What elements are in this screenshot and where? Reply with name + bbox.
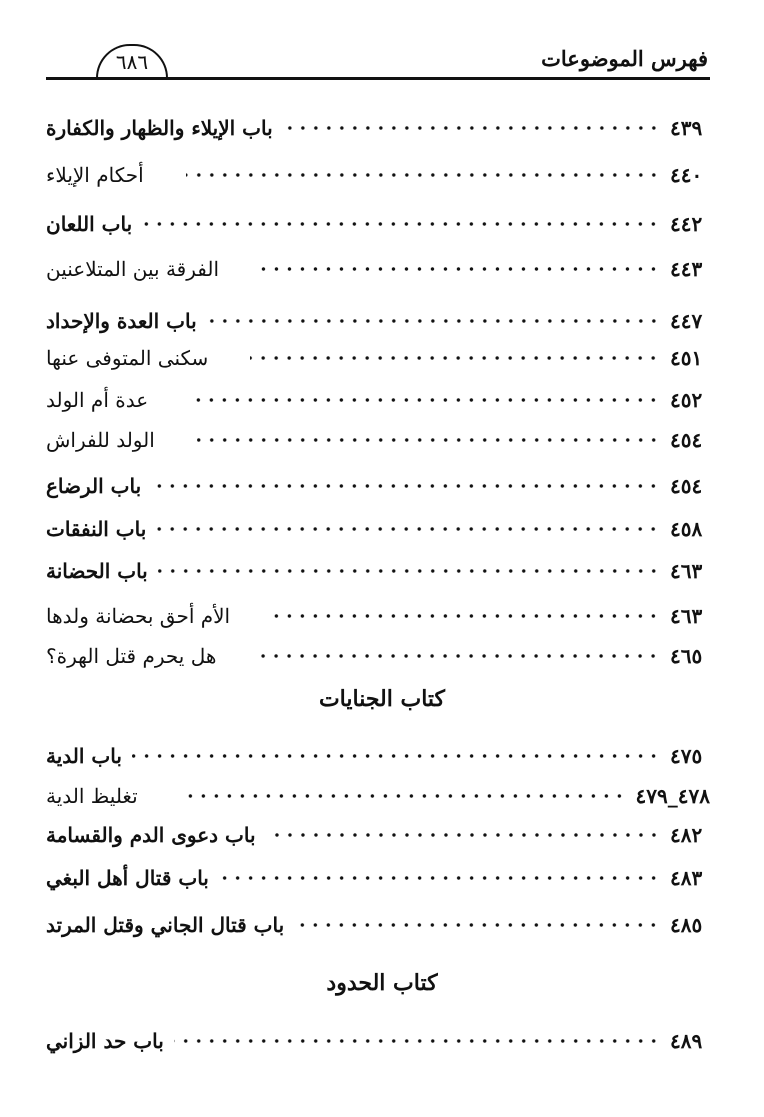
dot-leader <box>197 435 660 445</box>
toc-entry-page: ٤٨٩ <box>670 1029 703 1053</box>
toc-entry-page: ٤٨٣ <box>670 866 703 890</box>
toc-entry-title: تغليظ الدية <box>46 784 138 808</box>
toc-chapter-entry[interactable] <box>46 109 710 147</box>
toc-entry-title: باب النفقات <box>46 517 147 541</box>
dot-leader <box>190 395 660 405</box>
toc-entry-page: ٤٥٤ <box>670 428 703 452</box>
toc-entry-page: ٤٧٥ <box>670 744 703 768</box>
dot-leader <box>158 566 660 576</box>
dot-leader <box>294 920 660 930</box>
dot-leader <box>151 481 660 491</box>
dot-leader <box>261 264 660 274</box>
toc-entry-page: ٤٥٨ <box>670 517 703 541</box>
toc-entry-title: باب دعوى الدم والقسامة <box>46 823 256 847</box>
toc-entry-page: ٤٤٣ <box>670 257 703 281</box>
toc-entry-title: باب العدة والإحداد <box>46 309 197 333</box>
toc-entry-page: ٤٦٣ <box>670 559 703 583</box>
dot-leader <box>174 1036 660 1046</box>
dot-leader <box>283 123 660 133</box>
running-header-title: فهرس الموضوعات <box>541 46 708 71</box>
dot-leader <box>132 751 660 761</box>
page-number: ٦٨٦ <box>96 44 168 78</box>
book-heading: كتاب الحدود <box>326 970 438 996</box>
toc-entry-page: ٤٤٠ <box>670 163 703 187</box>
toc-entry-page: ٤٤٢ <box>670 212 703 236</box>
dot-leader <box>250 353 660 363</box>
toc-entry-page: ٤٥٢ <box>670 388 703 412</box>
header-rule <box>46 77 710 80</box>
toc-chapter-entry[interactable] <box>46 205 710 243</box>
toc-entry-page: ٤٨٢ <box>670 823 703 847</box>
toc-entry-page: ٤٣٩ <box>670 116 703 140</box>
toc-section-entry[interactable] <box>46 156 710 194</box>
toc-entry-page: ٤٤٧ <box>670 309 703 333</box>
toc-entry-title: باب قتال أهل البغي <box>46 866 209 890</box>
toc-entry-title: الفرقة بين المتلاعنين <box>46 257 220 281</box>
toc-chapter-entry[interactable] <box>46 816 710 854</box>
toc-section-entry[interactable] <box>46 777 710 815</box>
dot-leader <box>207 316 660 326</box>
dot-leader <box>266 830 660 840</box>
toc-entry-page: ٤٥٤ <box>670 474 703 498</box>
toc-entry-title: باب اللعان <box>46 212 133 236</box>
dot-leader <box>156 524 660 534</box>
toc-chapter-entry[interactable] <box>46 906 710 944</box>
dot-leader <box>219 873 660 883</box>
toc-chapter-entry[interactable] <box>46 552 710 590</box>
book-heading: كتاب الجنايات <box>318 686 446 712</box>
toc-entry-title: باب الرضاع <box>46 474 142 498</box>
dot-leader <box>180 791 626 801</box>
toc-entry-page: ٤٦٣ <box>670 604 703 628</box>
dot-leader <box>272 611 660 621</box>
toc-section-entry[interactable] <box>46 250 710 288</box>
toc-entry-page: ٤٦٥ <box>670 644 703 668</box>
toc-entry-page: ٤٨٥ <box>670 913 703 937</box>
toc-section-entry[interactable] <box>46 597 710 635</box>
dot-leader <box>142 219 660 229</box>
toc-section-entry[interactable] <box>46 637 710 675</box>
toc-entry-title: باب قتال الجاني وقتل المرتد <box>46 913 285 937</box>
toc-chapter-entry[interactable] <box>46 1022 710 1060</box>
toc-entry-page: ٤٧٨_٤٧٩ <box>635 784 710 808</box>
toc-section-entry[interactable] <box>46 421 710 459</box>
toc-entry-title: عدة أم الولد <box>46 388 149 412</box>
toc-entry-title: باب حد الزاني <box>46 1029 164 1053</box>
toc-entry-title: باب الحضانة <box>46 559 148 583</box>
toc-entry-title: الولد للفراش <box>46 428 155 452</box>
toc-entry-title: أحكام الإيلاء <box>46 163 144 187</box>
toc-entry-title: هل يحرم قتل الهرة؟ <box>46 644 217 668</box>
toc-chapter-entry[interactable] <box>46 737 710 775</box>
toc-entry-page: ٤٥١ <box>670 346 703 370</box>
toc-chapter-entry[interactable] <box>46 302 710 340</box>
toc-entry-title: باب الدية <box>46 744 122 768</box>
toc-section-entry[interactable] <box>46 381 710 419</box>
dot-leader <box>258 651 660 661</box>
toc-chapter-entry[interactable] <box>46 467 710 505</box>
toc-chapter-entry[interactable] <box>46 510 710 548</box>
toc-entry-title: سكنى المتوفى عنها <box>46 346 209 370</box>
toc-entry-title: باب الإيلاء والظهار والكفارة <box>46 116 273 140</box>
toc-section-entry[interactable] <box>46 339 710 377</box>
dot-leader <box>186 170 660 180</box>
toc-chapter-entry[interactable] <box>46 859 710 897</box>
toc-entry-title: الأم أحق بحضانة ولدها <box>46 604 231 628</box>
